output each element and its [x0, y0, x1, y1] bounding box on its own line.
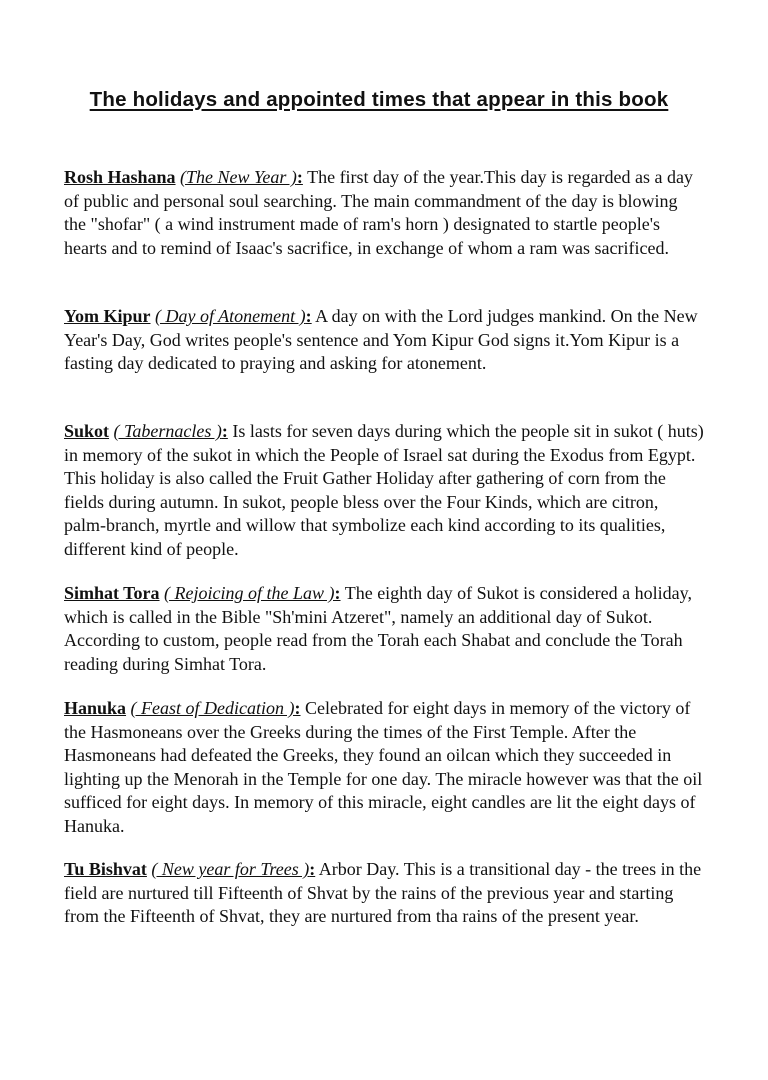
holiday-name: Hanuka	[64, 698, 127, 718]
holiday-name: Yom Kipur	[64, 306, 151, 326]
holiday-description: The eighth day of Sukot is considered a holiday, which is called in the Bible "Sh'mini Atzeret", namely an additional day of Sukot. According to custom, people read from the Torah each Shabat and conclude the Torah reading during Simhat Tora.	[64, 583, 692, 674]
holiday-description: A day on with the Lord judges mankind. On the New Year's Day, God writes people's sentence and Yom Kipur God signs it.Yom Kipur is a fasting day dedicated to praying and asking for atonement.	[64, 306, 698, 373]
holiday-translation: ( New year for Trees )	[151, 859, 310, 879]
holiday-entry-tu-bishvat	[64, 858, 704, 929]
holiday-colon: :	[221, 421, 228, 441]
holiday-name: Simhat Tora	[64, 583, 160, 603]
holiday-entry-yom-kipur	[64, 305, 704, 376]
holiday-entry-sukot	[64, 420, 704, 561]
holiday-description: Celebrated for eight days in memory of the victory of the Hasmoneans over the Greeks during the times of the First Temple. After the Hasmoneans had defeated the Greeks, they found an oilcan which they succeeded in lighting up the Menorah in the Temple for one day. The miracle however was that the oil sufficed for eight days. In memory of this miracle, eight candles are lit the eight days of Hanuka.	[64, 698, 703, 836]
holiday-translation: ( Day of Atonement )	[155, 306, 306, 326]
holiday-colon: :	[296, 167, 303, 187]
holiday-entry-rosh-hashana	[64, 166, 704, 260]
holiday-description: The first day of the year.This day is regarded as a day of public and personal soul searching. The main commandment of the day is blowing the "shofar" ( a wind instrument made of ram's horn ) designated to startle people's hearts and to remind of Isaac's sacrifice, in exchange of whom a ram was sacrificed.	[64, 167, 693, 258]
holiday-translation: ( Feast of Dedication )	[130, 698, 295, 718]
holiday-colon: :	[334, 583, 341, 603]
holiday-name: Tu Bishvat	[64, 859, 147, 879]
holiday-description: Arbor Day. This is a transitional day - the trees in the field are nurtured till Fifteenth of Shvat by the rains of the previous year and starting from the Fifteenth of Shvat, they are nurtured from tha rains of the present year.	[64, 859, 702, 926]
holiday-name: Sukot	[64, 421, 110, 441]
holiday-colon: :	[309, 859, 316, 879]
holiday-entry-simhat-tora	[64, 582, 704, 676]
holiday-translation: (The New Year )	[180, 167, 297, 187]
holiday-colon: :	[294, 698, 301, 718]
holiday-translation: ( Rejoicing of the Law )	[164, 583, 335, 603]
holiday-entry-hanuka	[64, 697, 704, 838]
holiday-colon: :	[305, 306, 312, 326]
holiday-description: Is lasts for seven days during which the people sit in sukot ( huts) in memory of the sukot in which the People of Israel sat during the Exodus from Egypt. This holiday is also called the Fruit Gather Holiday after gathering of corn from the fields during autumn. In sukot, people bless over the Four Kinds, which are citron, palm-branch, myrtle and willow that symbolize each kind according to its qualities, different kind of people.	[64, 421, 704, 559]
holiday-translation: ( Tabernacles )	[113, 421, 222, 441]
holiday-name: Rosh Hashana	[64, 167, 176, 187]
page-title: The holidays and appointed times that appear in this book	[89, 88, 669, 111]
